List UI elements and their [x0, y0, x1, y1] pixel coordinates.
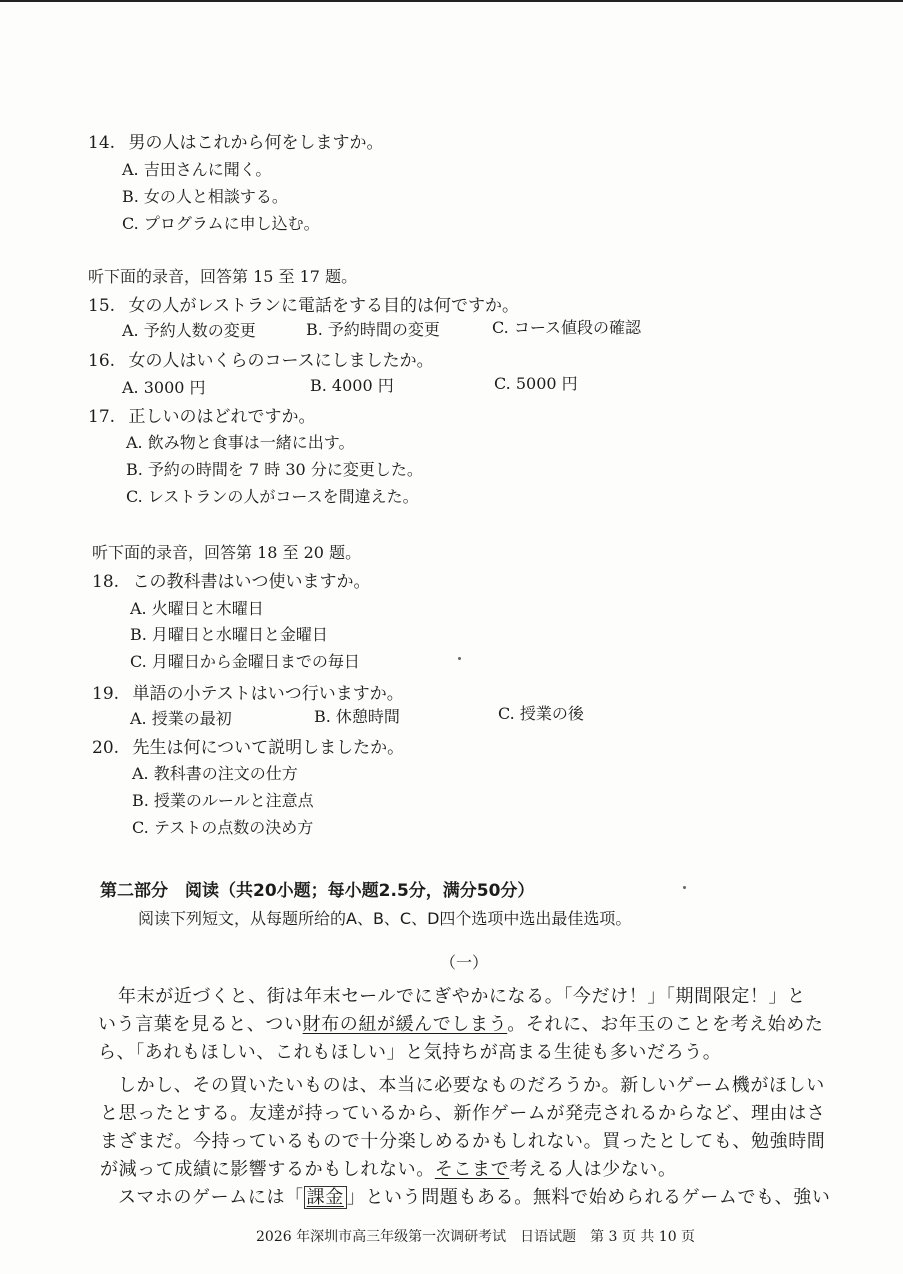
text-segment: 」という問題もある。無料で始められるゲームでも、強い: [346, 1187, 831, 1208]
text-segment: いう言葉を見ると、つい: [98, 1014, 303, 1035]
text-segment: スマホのゲームには「: [118, 1187, 304, 1208]
question-number: 15.: [88, 296, 116, 316]
question-number: 17.: [88, 407, 116, 427]
q16-option-c: C. 5000 円: [494, 374, 578, 393]
question-text: この教科書はいつ使いますか。: [132, 572, 371, 592]
passage-line: [100, 1155, 677, 1181]
q17-option-a: A. 飲み物と食事は一緒に出す。: [126, 433, 355, 452]
question-19: [92, 679, 404, 704]
passage-line: [118, 1183, 830, 1209]
q18-option-b: B. 月曜日と水曜日と金曜日: [130, 625, 328, 644]
q15-option-c: C. コース値段の確認: [492, 318, 642, 337]
q16-option-b: B. 4000 円: [310, 376, 394, 395]
q14-option-b: B. 女の人と相談する。: [122, 187, 288, 206]
passage-line: 年末が近づくと、街は年末セールでにぎやかになる。「今だけ！」「期間限定！」と: [118, 986, 806, 1007]
question-number: 19.: [92, 684, 120, 704]
passage-line: まざまだ。今持っているもので十分楽しめるかもしれない。買ったとしても、勉強時間: [100, 1131, 826, 1152]
text-segment: が減って成績に影響するかもしれない。: [100, 1159, 435, 1180]
question-text: 女の人はいくらのコースにしましたか。: [128, 351, 434, 371]
listening-instruction-15-17: 听下面的录音，回答第 15 至 17 题。: [88, 267, 358, 286]
q15-option-b: B. 予約時間の変更: [306, 320, 440, 339]
q20-option-c: C. テストの点数の決め方: [132, 818, 314, 837]
passage-line: ら、「あれもほしい、これもほしい」と気持ちが高まる生徒も多いだろう。: [98, 1042, 722, 1063]
question-14: [88, 128, 383, 153]
q15-option-a: A. 予約人数の変更: [122, 321, 256, 340]
question-18: [92, 567, 370, 592]
question-text: 単語の小テストはいつ行いますか。: [132, 684, 404, 704]
q19-option-b: B. 休憩時間: [314, 707, 400, 726]
question-17: [88, 402, 315, 427]
q17-option-b: B. 予約の時間を 7 時 30 分に変更した。: [126, 460, 423, 479]
q14-option-a: A. 吉田さんに聞く。: [122, 160, 272, 179]
reading-instruction: 阅读下列短文，从每题所给的A、B、C、D四个选项中选出最佳选项。: [138, 909, 632, 928]
boxed-phrase: 課金: [304, 1186, 347, 1209]
passage-number: （一）: [440, 953, 489, 972]
question-text: 先生は何について説明しましたか。: [132, 738, 405, 758]
passage-line: しかし、その買いたいものは、本当に必要なものだろうか。新しいゲーム機がほしい: [118, 1075, 825, 1096]
q20-option-b: B. 授業のルールと注意点: [132, 791, 314, 810]
scan-speck: [683, 886, 686, 889]
passage-line: と思ったとする。友達が持っているから、新作ゲームが発売されるからなど、理由はさ: [100, 1103, 826, 1124]
underlined-phrase: 財布の紐が緩んでしまう: [302, 1014, 508, 1035]
q14-option-c: C. プログラムに申し込む。: [122, 214, 320, 233]
question-number: 18.: [92, 572, 120, 592]
question-number: 20.: [92, 738, 120, 758]
passage-line: [98, 1010, 823, 1036]
q16-option-a: A. 3000 円: [122, 378, 206, 397]
question-text: 男の人はこれから何をしますか。: [128, 133, 384, 153]
question-number: 14.: [88, 133, 116, 153]
q17-option-c: C. レストランの人がコースを間違えた。: [126, 487, 419, 506]
scan-speck: [458, 657, 461, 660]
question-20: [92, 733, 404, 758]
page-top-edge: [0, 0, 903, 2]
underlined-phrase: そこまで: [434, 1159, 510, 1180]
question-text: 女の人がレストランに電話をする目的は何ですか。: [128, 296, 519, 316]
question-15: [88, 291, 519, 316]
question-text: 正しいのはどれですか。: [128, 407, 316, 427]
q18-option-a: A. 火曜日と木曜日: [130, 599, 264, 618]
section-heading-reading: 第二部分 阅读（共20小题；每小题2.5分，满分50分）: [100, 881, 535, 901]
text-segment: 考える人は少ない。: [509, 1159, 677, 1180]
q18-option-c: C. 月曜日から金曜日までの毎日: [130, 652, 360, 671]
page-footer: 2026 年深圳市高三年级第一次调研考试 日语试题 第 3 页 共 10 页: [256, 1229, 696, 1245]
question-16: [88, 346, 434, 371]
q19-option-a: A. 授業の最初: [130, 709, 232, 728]
q20-option-a: A. 教科書の注文の仕方: [132, 764, 298, 783]
q19-option-c: C. 授業の後: [498, 704, 584, 723]
question-number: 16.: [88, 351, 116, 371]
listening-instruction-18-20: 听下面的录音，回答第 18 至 20 题。: [92, 543, 362, 562]
text-segment: 。それに、お年玉のことを考え始めた: [507, 1014, 824, 1035]
